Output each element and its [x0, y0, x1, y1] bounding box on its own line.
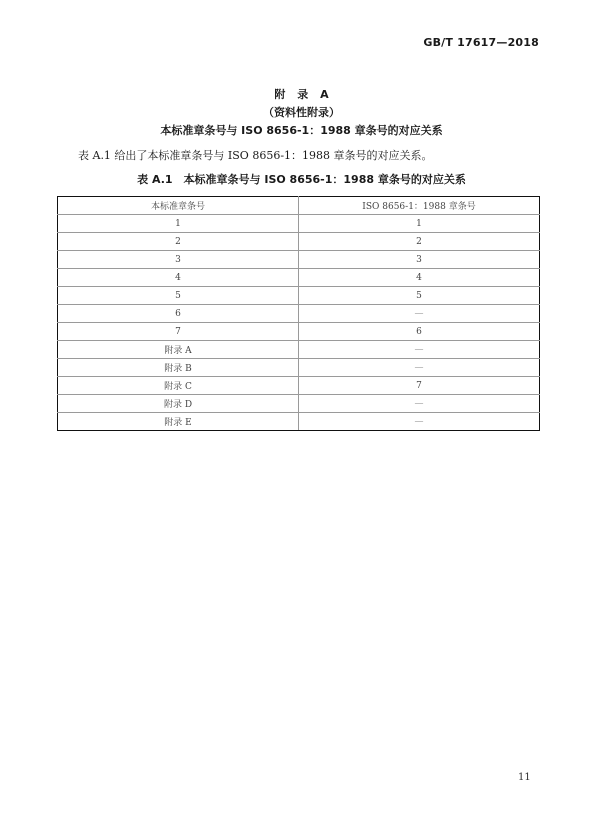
clause-mapping-table — [57, 196, 540, 431]
table-cell: 附录 A — [58, 341, 299, 359]
table-cell: 附录 B — [58, 359, 299, 377]
table-cell: 1 — [58, 215, 299, 233]
table-row — [58, 341, 540, 359]
standard-number: GB/T 17617—2018 — [423, 36, 539, 49]
table-cell: 5 — [58, 287, 299, 305]
table-cell: 附录 D — [58, 395, 299, 413]
table-cell: 附录 C — [58, 377, 299, 395]
table-cell: 4 — [58, 269, 299, 287]
table-cell: 附录 E — [58, 413, 299, 431]
page-number: 11 — [518, 772, 531, 783]
table-cell: 3 — [299, 251, 540, 269]
table-cell: 3 — [58, 251, 299, 269]
annex-heading: 本标准章条号与 ISO 8656-1：1988 章条号的对应关系 — [160, 124, 443, 137]
table-row — [58, 413, 540, 431]
table-row — [58, 323, 540, 341]
table-row — [58, 377, 540, 395]
column-header-this-standard: 本标准章条号 — [58, 197, 299, 215]
table-cell: 5 — [299, 287, 540, 305]
table-cell: 6 — [299, 323, 540, 341]
annex-title: 附 录 A — [274, 88, 329, 101]
table-cell: — — [299, 305, 540, 323]
table-cell: 7 — [58, 323, 299, 341]
table-cell: 1 — [299, 215, 540, 233]
table-header-row — [58, 197, 540, 215]
table-cell: 2 — [58, 233, 299, 251]
table-cell: 4 — [299, 269, 540, 287]
table-row — [58, 215, 540, 233]
table-cell: — — [299, 359, 540, 377]
table-row — [58, 287, 540, 305]
table-cell: — — [299, 341, 540, 359]
table-row — [58, 395, 540, 413]
table-cell: — — [299, 395, 540, 413]
annex-type: （资料性附录） — [263, 106, 340, 119]
table-cell: 2 — [299, 233, 540, 251]
table-caption: 表 A.1 本标准章条号与 ISO 8656-1：1988 章条号的对应关系 — [137, 173, 466, 186]
table-row — [58, 269, 540, 287]
table-cell: 6 — [58, 305, 299, 323]
column-header-iso: ISO 8656-1：1988 章条号 — [299, 197, 540, 215]
body-paragraph: 表 A.1 给出了本标准章条号与 ISO 8656-1：1988 章条号的对应关系。 — [78, 149, 433, 162]
table-row — [58, 359, 540, 377]
table-row — [58, 233, 540, 251]
table-row — [58, 305, 540, 323]
table-cell: 7 — [299, 377, 540, 395]
table-row — [58, 251, 540, 269]
table-cell: — — [299, 413, 540, 431]
